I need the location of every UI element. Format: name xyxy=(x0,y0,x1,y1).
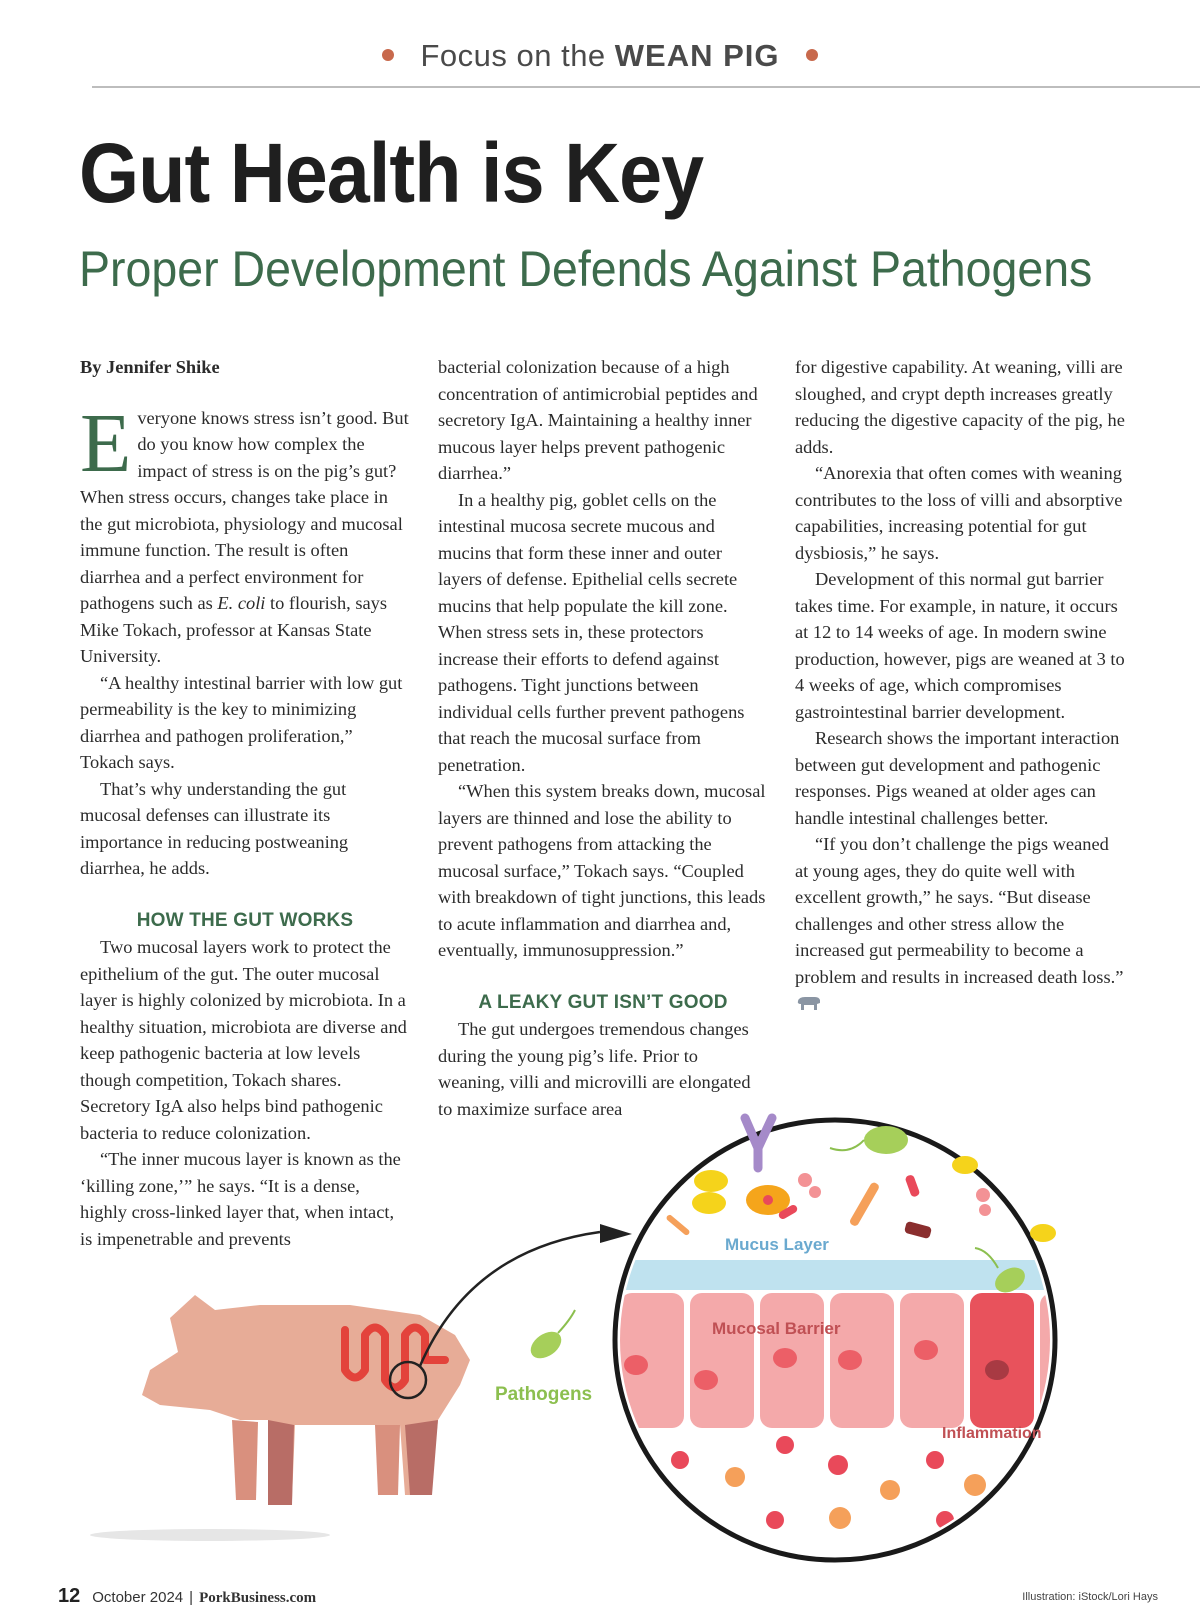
label-inflammation: Inflammation xyxy=(942,1425,1042,1442)
byline: By Jennifer Shike xyxy=(80,357,220,377)
article-column-2 xyxy=(438,354,768,1122)
paragraph: “When this system breaks down, mucosal layers are thinned and lose the ability to prevent pathogens from attacking the mucosal surface,” Tokach says. “Coupled with breakdown of tight junctions, this leads to acute inflammation and diarrhea and, eventually, immunosuppression.” xyxy=(438,781,766,960)
pig-end-icon xyxy=(795,995,821,1011)
paragraph-text: to flourish, says Mike Tokach, professor at Kansas State University. xyxy=(80,593,388,666)
italic-species: E. coli xyxy=(217,593,266,613)
paragraph: The gut undergoes tremendous changes during the young pig’s life. Prior to weaning, villi and microvilli are elongated to maximize surface area xyxy=(438,1019,751,1119)
paragraph: “A healthy intestinal barrier with low gut permeability is the key to minimizing diarrhea and pathogen proliferation,” Tokach says. xyxy=(80,672,403,772)
header-rule xyxy=(92,86,1200,88)
footer-separator: | xyxy=(189,1589,194,1606)
pig-illustration xyxy=(90,1224,632,1541)
page-number: 12 xyxy=(58,1585,81,1607)
label-mucosal-barrier: Mucosal Barrier xyxy=(712,1319,841,1338)
paragraph: “The inner mucous layer is known as the ‘killing zone,’” he says. “It is a dense, highly cross-linked layer that, when intact, is impenetrable and prevents xyxy=(80,1149,401,1249)
site-name: PorkBusiness.com xyxy=(199,1590,317,1606)
pig-leg xyxy=(268,1420,294,1505)
paragraph xyxy=(795,831,1125,1017)
bullet-dot-right xyxy=(806,49,818,61)
page-header xyxy=(0,30,1200,90)
paragraph: bacterial colonization because of a high concentration of antimicrobial peptides and secretory IgA. Maintaining a healthy inner mucous layer helps prevent pathogenic diarrhea.” xyxy=(438,357,758,483)
article-column-3 xyxy=(795,354,1125,1017)
article-title: Gut Health is Key xyxy=(79,126,704,220)
paragraph: for digestive capability. At weaning, villi are sloughed, and crypt depth increases greatly reducing the digestive capacity of the pig, he adds. xyxy=(795,357,1125,457)
kicker-prefix: Focus on the xyxy=(420,38,606,73)
section-subhead: HOW THE GUT WORKS xyxy=(136,909,354,931)
arrowhead-icon xyxy=(600,1224,632,1243)
article-subtitle: Proper Development Defends Against Pathogens xyxy=(79,241,1093,297)
bullet-dot-left xyxy=(382,49,394,61)
page-footer xyxy=(58,1585,1158,1615)
pig-leg xyxy=(232,1420,258,1500)
gut-illustration xyxy=(0,1060,1200,1600)
pathogen-icon xyxy=(526,1310,575,1364)
issue-date: October 2024 xyxy=(92,1589,184,1606)
kicker-bold: WEAN PIG xyxy=(614,38,780,73)
paragraph-text: “If you don’t challenge the pigs weaned at young ages, they do quite well with excellent growth,” he says. “But disease challenges and other stress allow the increased gut permeability to become a problem and results in increased death loss.” xyxy=(795,834,1124,987)
paragraph: Development of this normal gut barrier takes time. For example, in nature, it occurs at 12 to 14 weeks of age. In modern swine production, however, pigs are weaned at 3 to 4 weeks of age, which compromises gastrointestinal barrier development. xyxy=(795,569,1125,722)
paragraph-text: veryone knows stress isn’t good. But do you know how complex the impact of stress is on the pig’s gut? When stress occurs, changes take place in the gut microbiota, physiology and mucosal immune function. The result is often diarrhea and a perfect environment for pathogens such as xyxy=(80,407,409,613)
paragraph: In a healthy pig, goblet cells on the intestinal mucosa secrete mucous and mucins that form these inner and outer layers of defense. Epithelial cells secrete mucins that help populate the kill zone. When stress sets in, these protectors increase their efforts to defend against pathogens. Tight junctions between individual cells further prevent pathogens that reach the mucosal surface from penetration. xyxy=(438,489,745,775)
paragraph: Research shows the important interaction between gut development and pathogenic responses. Pigs weaned at older ages can handle intestinal challenges better. xyxy=(795,728,1120,828)
paragraph: Two mucosal layers work to protect the epithelium of the gut. The outer mucosal layer is highly colonized by microbiota. In a healthy situation, microbiota are diverse and keep pathogenic bacteria at low levels though competition, Tokach shares. Secretory IgA also helps bind pathogenic bacteria to reduce colonization. xyxy=(80,937,407,1143)
label-mucus-layer: Mucus Layer xyxy=(725,1235,829,1254)
paragraph xyxy=(80,396,410,670)
inflamed-cell xyxy=(970,1293,1034,1428)
section-subhead: A LEAKY GUT ISN’T GOOD xyxy=(478,991,728,1013)
section-kicker xyxy=(0,38,1200,74)
drop-cap: E xyxy=(80,396,132,490)
illustration-credit: Illustration: iStock/Lori Hays xyxy=(1022,1591,1158,1603)
pig-leg xyxy=(375,1425,400,1495)
pig-leg xyxy=(405,1420,438,1495)
label-pathogens: Pathogens xyxy=(495,1384,593,1405)
paragraph: “Anorexia that often comes with weaning contributes to the loss of villi and absorptive capabilities, increasing potential for gut dysbiosis,” he says. xyxy=(795,463,1123,563)
paragraph: That’s why understanding the gut mucosal defenses can illustrate its importance in reducing postweaning diarrhea, he adds. xyxy=(80,778,349,878)
mucosal-cells xyxy=(620,1293,1104,1428)
